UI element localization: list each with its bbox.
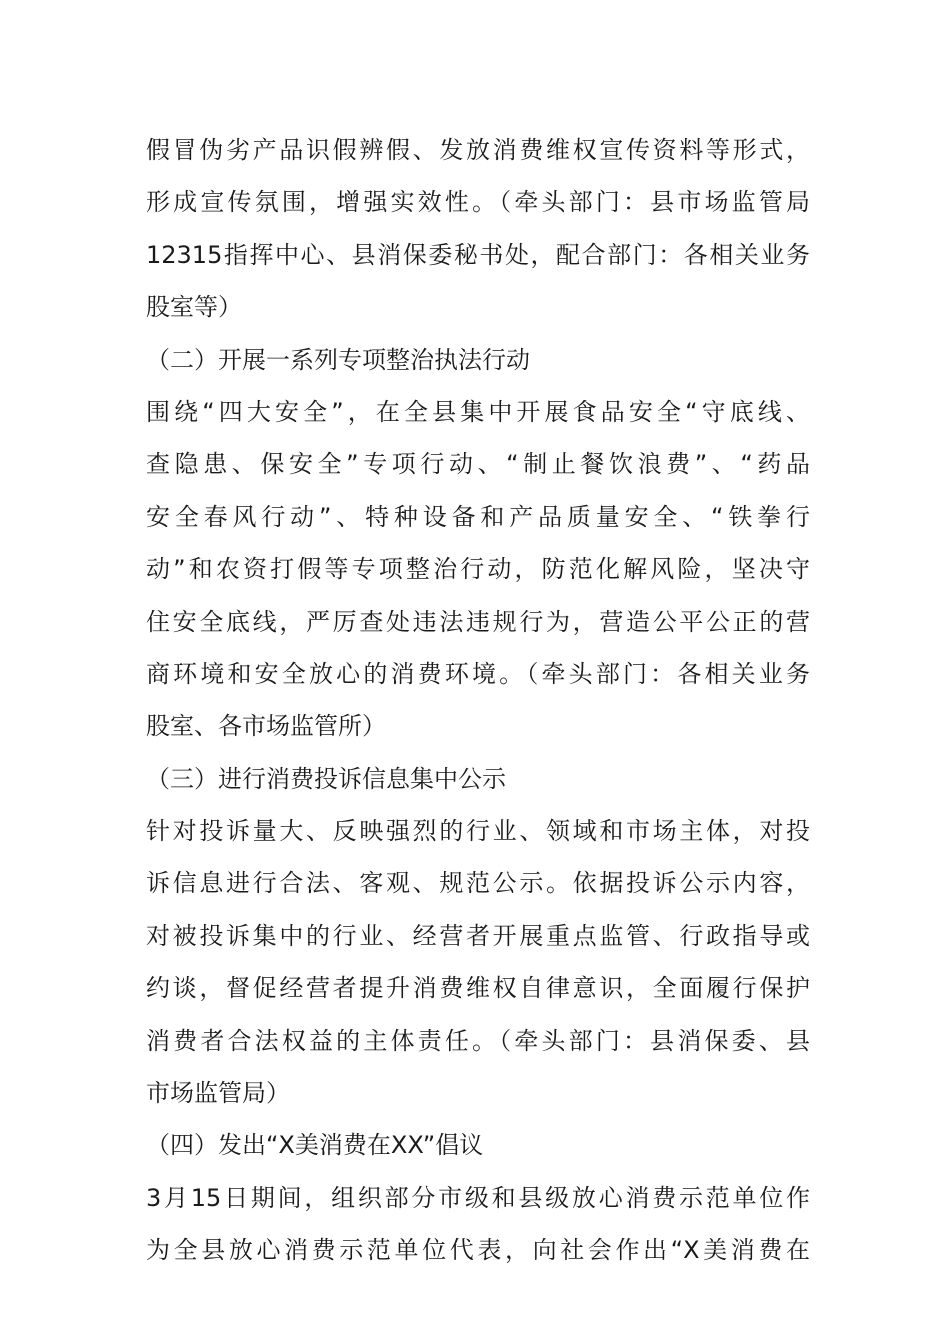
body-line: 围绕“四大安全”，在全县集中开展食品安全“守底线、 (146, 397, 810, 426)
body-line: 为全县放心消费示范单位代表，向社会作出“X美消费在 (146, 1236, 810, 1265)
body-line: 商环境和安全放心的消费环境。（牵头部门：各相关业务 (146, 659, 810, 688)
body-line: 住安全底线，严厉查处违法违规行为，营造公平公正的营 (146, 607, 810, 636)
section-heading-3: （三）进行消费投诉信息集中公示 (146, 764, 506, 793)
body-line: 12315指挥中心、县消保委秘书处，配合部门：各相关业务 (146, 240, 810, 269)
body-line: 假冒伪劣产品识假辨假、发放消费维权宣传资料等形式， (146, 136, 810, 164)
body-line: 股室等） (146, 293, 242, 322)
body-line: 动”和农资打假等专项整治行动，防范化解风险，坚决守 (146, 555, 810, 584)
body-line: 形成宣传氛围，增强实效性。（牵头部门：县市场监管局 (146, 188, 810, 217)
body-line: 3月15日期间，组织部分市级和县级放心消费示范单位作 (146, 1183, 810, 1212)
body-line: 对被投诉集中的行业、经营者开展重点监管、行政指导或 (146, 921, 810, 950)
body-line: 市场监管局） (146, 1079, 290, 1108)
body-line: 股室、各市场监管所） (146, 712, 386, 741)
body-line: 针对投诉量大、反映强烈的行业、领域和市场主体，对投 (146, 817, 810, 846)
body-line: 安全春风行动”、特种设备和产品质量安全、“铁拳行 (146, 502, 810, 531)
body-line: 消费者合法权益的主体责任。（牵头部门：县消保委、县 (146, 1026, 810, 1055)
section-heading-4: （四）发出“X美消费在XX”倡议 (146, 1131, 484, 1160)
section-heading-2: （二）开展一系列专项整治执法行动 (146, 345, 530, 374)
body-line: 约谈，督促经营者提升消费维权自律意识，全面履行保护 (146, 974, 810, 1003)
body-line: 查隐患、保安全”专项行动、“制止餐饮浪费”、“药品 (146, 450, 810, 479)
body-line: 诉信息进行合法、客观、规范公示。依据投诉公示内容， (146, 869, 810, 898)
document-body (146, 126, 810, 1279)
